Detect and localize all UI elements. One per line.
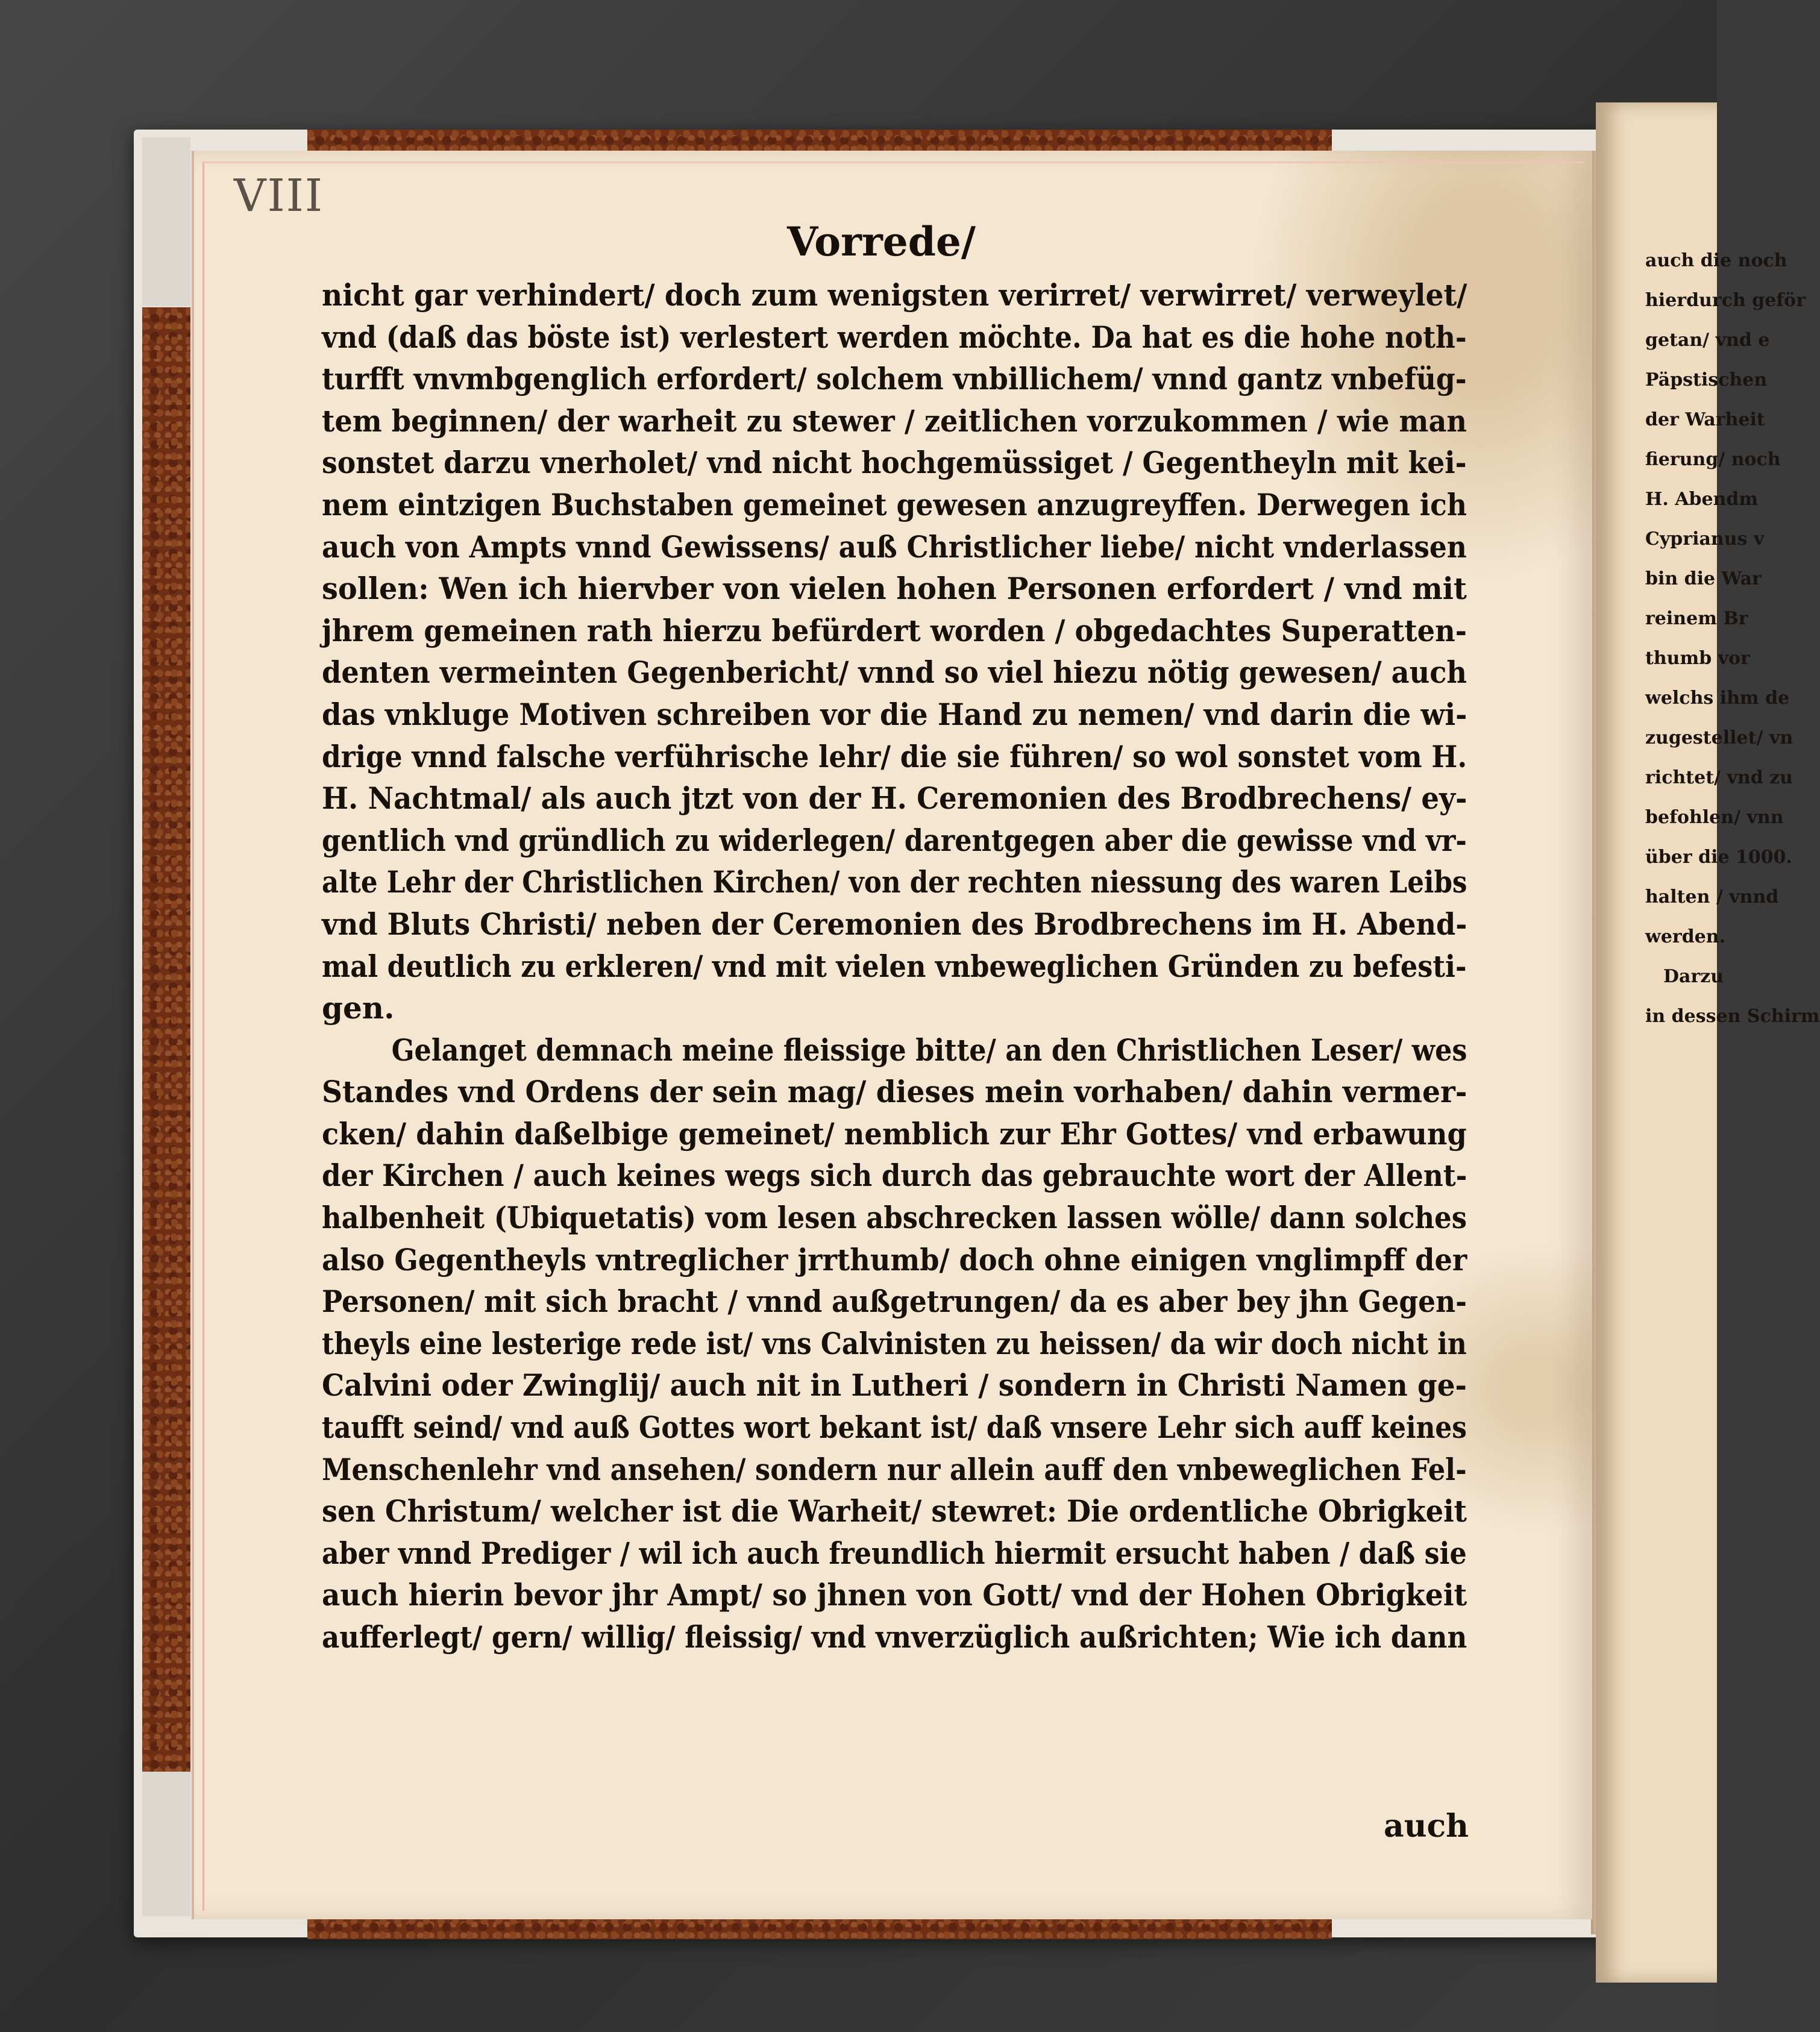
catchword: auch [1384, 1808, 1469, 1845]
text-line: also Gegentheyls vntreglicher jrrthumb/ doch ohne einigen vnglimpff der [322, 1241, 1467, 1278]
right-line: in dessen Schirm [1645, 1006, 1820, 1027]
text-line: gen. [322, 990, 395, 1026]
right-line: H. Abendm [1645, 489, 1759, 510]
leather-edge-bottom [307, 1916, 1332, 1939]
text-line: denten vermeinten Gegenbericht/ vnnd so viel hiezu nötig gewesen/ auch [322, 654, 1467, 691]
text-line: mal deutlich zu erkleren/ vnd mit vielen vnbeweglichen Gründen zu befesti- [322, 948, 1467, 984]
text-line: vnd (daß das böste ist) verlestert werden möchte. Da hat es die hohe noth- [322, 319, 1467, 355]
right-page-text [1645, 241, 1820, 1036]
leather-edge-left [142, 307, 190, 1772]
text-line: auch hierin bevor jhr Ampt/ so jhnen von Gott/ vnd der Hohen Obrigkeit [322, 1577, 1467, 1613]
text-line: taufft seind/ vnd auß Gottes wort bekant ist/ daß vnsere Lehr sich auff keines [322, 1410, 1467, 1446]
vellum-corner-bottom [142, 1772, 190, 1916]
text-line: vnd Bluts Christi/ neben der Ceremonien des Brodbrechens im H. Abend- [322, 906, 1467, 942]
text-line: H. Nachtmal/ als auch jtzt von der H. Ceremonien des Brodbrechens/ ey- [322, 780, 1467, 817]
text-line: sonstet darzu vnerholet/ vnd nicht hochgemüssiget / Gegentheyln mit kei- [322, 445, 1467, 481]
text-line: das vnkluge Motiven schreiben vor die Hand zu nemen/ vnd darin die wi- [322, 696, 1467, 732]
text-line: jhrem gemeinen rath hierzu befürdert worden / obgedachtes Superatten- [322, 612, 1467, 648]
right-line: zugestellet/ vn [1645, 727, 1793, 748]
text-line: auch von Ampts vnnd Gewissens/ auß Christlicher liebe/ nicht vnderlassen [322, 528, 1467, 565]
right-line: Darzu [1663, 966, 1724, 987]
text-line: gentlich vnd gründlich zu widerlegen/ darentgegen aber die gewisse vnd vr- [322, 822, 1467, 858]
right-line: Päpstischen [1645, 369, 1768, 390]
text-line: alte Lehr der Christlichen Kirchen/ von der rechten niessung des waren Leibs [322, 864, 1467, 900]
right-line: über die 1000. [1645, 847, 1792, 868]
right-line: werden. [1645, 926, 1726, 947]
leather-edge-top [307, 130, 1332, 154]
body-text [322, 274, 1467, 1658]
text-line: aufferlegt/ gern/ willig/ fleissig/ vnd vnverzüglich außrichten; Wie ich dann [322, 1619, 1467, 1655]
text-line-paragraph-start: Gelanget demnach meine fleissige bitte/ an den Christlichen Leser/ wes [391, 1032, 1467, 1068]
text-line: tem beginnen/ der warheit zu stewer / zeitlichen vorzukommen / wie man [322, 403, 1467, 439]
text-line: der Kirchen / auch keines wegs sich durch das gebrauchte wort der Allent- [322, 1158, 1467, 1194]
text-line: Personen/ mit sich bracht / vnnd außgetrungen/ da es aber bey jhn Gegen- [322, 1284, 1467, 1320]
running-header: Vorrede/ [787, 218, 976, 265]
right-line: Cyprianus v [1645, 528, 1765, 550]
right-line: getan/ vnd e [1645, 330, 1770, 351]
right-line: fierung/ noch [1645, 449, 1781, 470]
folio-number: VIII [234, 170, 324, 222]
right-line: auch die noch [1645, 250, 1787, 271]
text-line: theyls eine lesterige rede ist/ vns Calvinisten zu heissen/ da wir doch nicht in [322, 1325, 1467, 1361]
text-line: cken/ dahin daßelbige gemeinet/ nemblich zur Ehr Gottes/ vnd erbawung [322, 1115, 1467, 1152]
right-line: thumb vor [1645, 648, 1750, 669]
right-line: richtet/ vnd zu [1645, 767, 1793, 788]
right-line: halten / vnnd [1645, 886, 1779, 908]
text-line: Standes vnd Ordens der sein mag/ dieses mein vorhaben/ dahin vermer- [322, 1074, 1467, 1110]
right-line: reinem Br [1645, 608, 1748, 629]
text-line: Menschenlehr vnd ansehen/ sondern nur allein auff den vnbeweglichen Fel- [322, 1451, 1467, 1487]
text-line: sen Christum/ welcher ist die Warheit/ stewret: Die ordentliche Obrigkeit [322, 1493, 1467, 1529]
text-line: halbenheit (Ubiquetatis) vom lesen abschrecken lassen wölle/ dann solches [322, 1200, 1467, 1236]
text-line: Calvini oder Zwinglij/ auch nit in Lutheri / sondern in Christi Namen ge- [322, 1367, 1467, 1403]
right-line: hierdurch geför [1645, 290, 1806, 311]
vellum-corner-top [142, 137, 190, 306]
text-line: nem eintzigen Buchstaben gemeinet gewesen anzugreyffen. Derwegen ich [322, 486, 1467, 522]
text-line: drige vnnd falsche verführische lehr/ die sie führen/ so wol sonstet vom H. [322, 738, 1467, 774]
right-line: befohlen/ vnn [1645, 807, 1784, 828]
right-line: der Warheit [1645, 409, 1765, 430]
text-line: aber vnnd Prediger / wil ich auch freundlich hiermit ersucht haben / daß sie [322, 1535, 1467, 1571]
right-line: bin die War [1645, 568, 1762, 589]
text-line: nicht gar verhindert/ doch zum wenigsten verirret/ verwirret/ verweylet/ [322, 277, 1467, 313]
text-line: sollen: Wen ich hiervber von vielen hohen Personen erfordert / vnd mit [322, 571, 1467, 607]
right-line: welchs ihm de [1645, 688, 1790, 709]
text-line: turfft vnvmbgenglich erfordert/ solchem vnbillichem/ vnnd gantz vnbefüg- [322, 361, 1467, 397]
